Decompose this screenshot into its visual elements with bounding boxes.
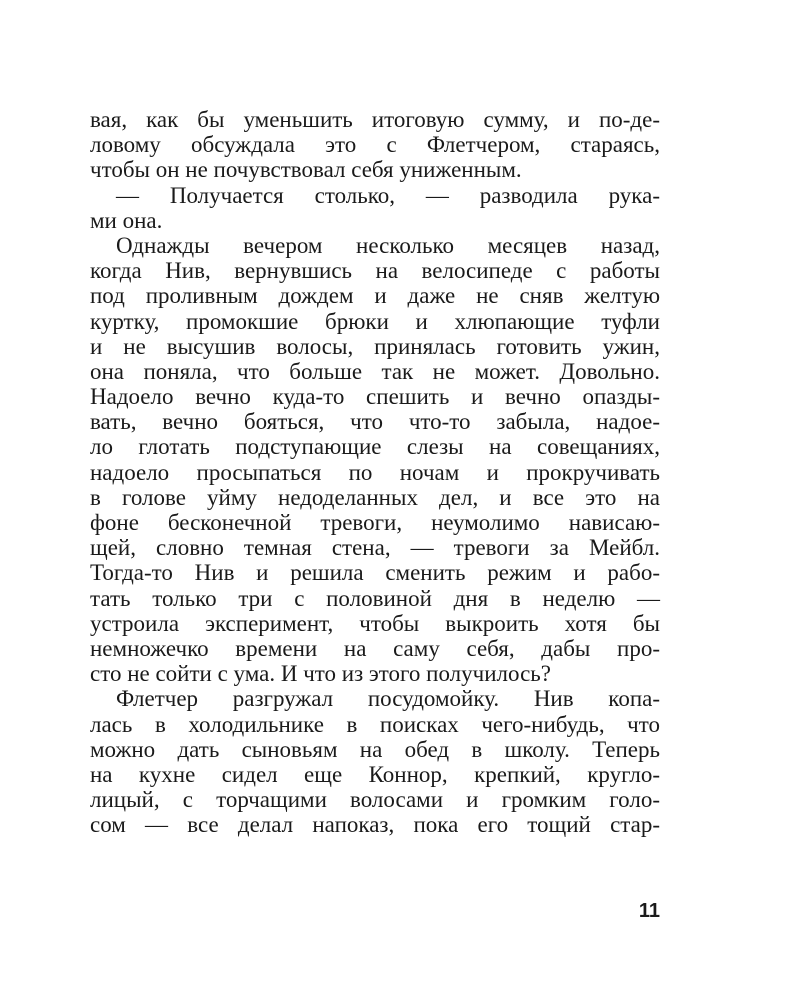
text-line: лась в холодильнике в поисках чего-нибудь, что — [90, 711, 660, 737]
body-text — [90, 107, 660, 837]
page-number: 11 — [638, 900, 660, 922]
text-line: — Получается столько, — разводила рука- — [116, 182, 660, 208]
text-line: сом — все делал напоказ, пока его тощий стар- — [90, 812, 660, 838]
text-line: немножечко времени на саму себя, дабы про- — [90, 635, 660, 661]
text-line: в голове уйму недоделанных дел, и все это на — [90, 484, 660, 510]
text-line: ловому обсуждала это с Флетчером, стараясь, — [90, 132, 660, 158]
text-line: можно дать сыновьям на обед в школу. Теперь — [90, 736, 660, 762]
text-line: Надоело вечно куда-то спешить и вечно опазды- — [90, 384, 660, 410]
text-line: Тогда-то Нив и решила сменить режим и рабо- — [90, 560, 660, 586]
text-line: Флетчер разгружал посудомойку. Нив копа- — [116, 686, 660, 712]
text-line: ми она. — [90, 207, 163, 233]
text-line: сто не сойти с ума. И что из этого получилось? — [90, 661, 551, 687]
text-line: Однажды вечером несколько месяцев назад, — [116, 232, 660, 258]
text-line: под проливным дождем и даже не сняв желтую — [90, 283, 660, 309]
text-line: и не высушив волосы, принялась готовить ужин, — [90, 333, 660, 359]
text-line: тать только три с половиной дня в неделю — — [90, 585, 660, 611]
text-line: вая, как бы уменьшить итоговую сумму, и по-де- — [90, 107, 660, 132]
text-line: куртку, промокшие брюки и хлюпающие туфли — [90, 308, 660, 334]
text-line: надоело просыпаться по ночам и прокручивать — [90, 459, 660, 485]
text-line: она поняла, что больше так не может. Довольно. — [90, 358, 660, 384]
text-line: когда Нив, вернувшись на велосипеде с работы — [90, 258, 660, 284]
text-line: на кухне сидел еще Коннор, крепкий, кругло- — [90, 761, 660, 787]
text-line: устроила эксперимент, чтобы выкроить хотя бы — [90, 610, 660, 636]
text-line: вать, вечно бояться, что что-то забыла, надое- — [90, 409, 660, 435]
text-line: фоне бесконечной тревоги, неумолимо нависаю- — [90, 510, 660, 535]
text-line: щей, словно темная стена, — тревоги за Мейбл. — [90, 535, 660, 561]
text-line: чтобы он не почувствовал себя униженным. — [90, 157, 522, 183]
text-line: лицый, с торчащими волосами и громким голо- — [90, 787, 660, 813]
text-line: ло глотать подступающие слезы на совещаниях, — [90, 434, 660, 460]
